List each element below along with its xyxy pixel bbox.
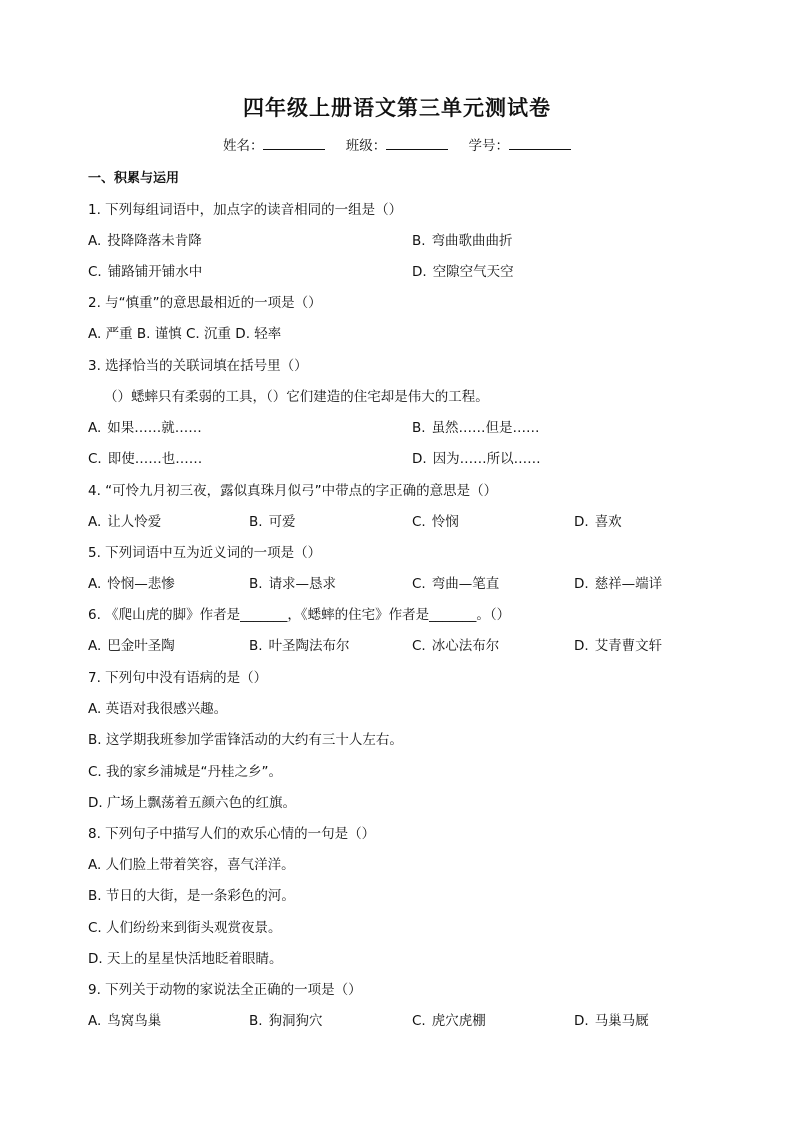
- option-text: 巴金叶圣陶: [107, 638, 175, 654]
- option-text: 弯曲歌曲曲折: [431, 233, 513, 249]
- option-text: 鸟窝鸟巢: [107, 1013, 162, 1029]
- q3-option-b[interactable]: [412, 416, 540, 436]
- option-text: 请求—恳求: [268, 576, 337, 592]
- option-text: 如果……就……: [107, 420, 202, 436]
- option-text: 因为……所以……: [432, 451, 541, 467]
- question-1: 1. 下列每组词语中，加点字的读音相同的一组是（）: [88, 202, 403, 218]
- option-text: 虎穴虎棚: [431, 1013, 486, 1029]
- q4-option-c[interactable]: [412, 510, 459, 530]
- option-key: B.: [249, 576, 263, 592]
- page-title: 四年级上册语文第三单元测试卷: [243, 96, 551, 120]
- q1-option-b[interactable]: [412, 229, 513, 249]
- class-label: 班级：: [345, 138, 387, 154]
- option-text: 即使……也……: [107, 451, 203, 467]
- id-label: 学号：: [468, 138, 510, 154]
- option-text: 投降降落未肯降: [107, 233, 202, 249]
- q4-option-b[interactable]: [249, 510, 296, 530]
- option-text: 铺路铺开铺水中: [107, 264, 203, 280]
- q1-option-c[interactable]: [88, 260, 202, 280]
- option-text: 可爱: [268, 514, 296, 530]
- section-heading: 一、积累与运用: [88, 171, 180, 186]
- option-key: C.: [88, 264, 102, 280]
- q5-option-a[interactable]: [88, 572, 175, 592]
- question-5: 5. 下列词语中互为近义词的一项是（）: [88, 545, 322, 561]
- option-key: D.: [412, 264, 427, 280]
- option-key: B.: [412, 233, 426, 249]
- option-text: 冰心法布尔: [431, 638, 500, 654]
- q7-option-d[interactable]: D. 广场上飘荡着五颜六色的红旗。: [88, 795, 296, 811]
- option-key: D.: [574, 576, 589, 592]
- q3-option-a[interactable]: [88, 416, 202, 436]
- q5-option-d[interactable]: [574, 572, 662, 592]
- q7-option-b[interactable]: B. 这学期我班参加学雷锋活动的大约有三十人左右。: [88, 732, 403, 748]
- question-6: 6. 《爬山虎的脚》作者是_______，《蟋蟀的住宅》作者是_______。（）: [88, 607, 511, 623]
- q9-option-c[interactable]: [412, 1009, 486, 1029]
- q7-option-c[interactable]: C. 我的家乡浦城是“丹桂之乡”。: [88, 764, 282, 780]
- question-9: 9. 下列关于动物的家说法全正确的一项是（）: [88, 982, 362, 998]
- option-text: 喜欢: [594, 514, 622, 530]
- option-text: 虽然……但是……: [431, 420, 540, 436]
- q8-option-a[interactable]: A. 人们脸上带着笑容，喜气洋洋。: [88, 857, 295, 873]
- q2-options[interactable]: A. 严重 B. 谨慎 C. 沉重 D. 轻率: [88, 326, 282, 342]
- q5-option-c[interactable]: [412, 572, 499, 592]
- q1-option-a[interactable]: [88, 229, 202, 249]
- option-text: 马巢马厩: [594, 1013, 649, 1029]
- option-key: A.: [88, 1013, 102, 1029]
- option-text: 空隙空气天空: [432, 264, 514, 280]
- option-key: C.: [88, 451, 102, 467]
- q5-option-b[interactable]: [249, 572, 336, 592]
- question-7: 7. 下列句中没有语病的是（）: [88, 670, 268, 686]
- option-key: C.: [412, 638, 426, 654]
- option-key: A.: [88, 576, 102, 592]
- q4-option-d[interactable]: [574, 510, 622, 530]
- option-text: 叶圣陶法布尔: [268, 638, 350, 654]
- name-label: 姓名：: [222, 138, 264, 154]
- q6-option-c[interactable]: [412, 634, 499, 654]
- option-key: B.: [412, 420, 426, 436]
- option-key: D.: [574, 514, 589, 530]
- q8-option-d[interactable]: D. 天上的星星快活地眨着眼睛。: [88, 951, 283, 967]
- option-text: 弯曲—笔直: [431, 576, 500, 592]
- question-2: 2. 与“慎重”的意思最相近的一项是（）: [88, 295, 322, 311]
- q4-option-a[interactable]: [88, 510, 161, 530]
- question-4: 4. “可怜九月初三夜，露似真珠月似弓”中带点的字正确的意思是（）: [88, 483, 498, 499]
- option-key: C.: [412, 514, 426, 530]
- q9-option-b[interactable]: [249, 1009, 323, 1029]
- q3-option-c[interactable]: [88, 447, 202, 467]
- q1-option-d[interactable]: [412, 260, 514, 280]
- q3-option-d[interactable]: [412, 447, 541, 467]
- q8-option-c[interactable]: C. 人们纷纷来到街头观赏夜景。: [88, 920, 282, 936]
- option-key: B.: [249, 1013, 263, 1029]
- option-text: 艾青曹文轩: [594, 638, 663, 654]
- option-key: A.: [88, 514, 102, 530]
- option-key: D.: [412, 451, 427, 467]
- q6-option-b[interactable]: [249, 634, 350, 654]
- q6-option-a[interactable]: [88, 634, 175, 654]
- q8-option-b[interactable]: B. 节日的大街，是一条彩色的河。: [88, 888, 295, 904]
- option-text: 让人怜爱: [107, 514, 162, 530]
- option-text: 怜悯—悲惨: [107, 576, 175, 592]
- option-key: C.: [412, 576, 426, 592]
- option-text: 狗洞狗穴: [268, 1013, 323, 1029]
- student-info: [0, 134, 794, 154]
- id-blank[interactable]: [509, 137, 571, 150]
- q6-option-d[interactable]: [574, 634, 662, 654]
- question-3: 3. 选择恰当的关联词填在括号里（）: [88, 358, 308, 374]
- q7-option-a[interactable]: A. 英语对我很感兴趣。: [88, 701, 228, 717]
- q3-sentence: （）蟋蟀只有柔弱的工具，（）它们建造的住宅却是伟大的工程。: [104, 389, 489, 405]
- option-key: A.: [88, 638, 102, 654]
- question-8: 8. 下列句子中描写人们的欢乐心情的一句是（）: [88, 826, 376, 842]
- option-key: C.: [412, 1013, 426, 1029]
- name-blank[interactable]: [263, 137, 325, 150]
- q9-option-a[interactable]: [88, 1009, 161, 1029]
- option-text: 慈祥—端详: [594, 576, 663, 592]
- option-text: 怜悯: [431, 514, 459, 530]
- option-key: B.: [249, 514, 263, 530]
- class-blank[interactable]: [386, 137, 448, 150]
- q9-option-d[interactable]: [574, 1009, 649, 1029]
- option-key: A.: [88, 420, 102, 436]
- option-key: D.: [574, 638, 589, 654]
- option-key: B.: [249, 638, 263, 654]
- option-key: A.: [88, 233, 102, 249]
- option-key: D.: [574, 1013, 589, 1029]
